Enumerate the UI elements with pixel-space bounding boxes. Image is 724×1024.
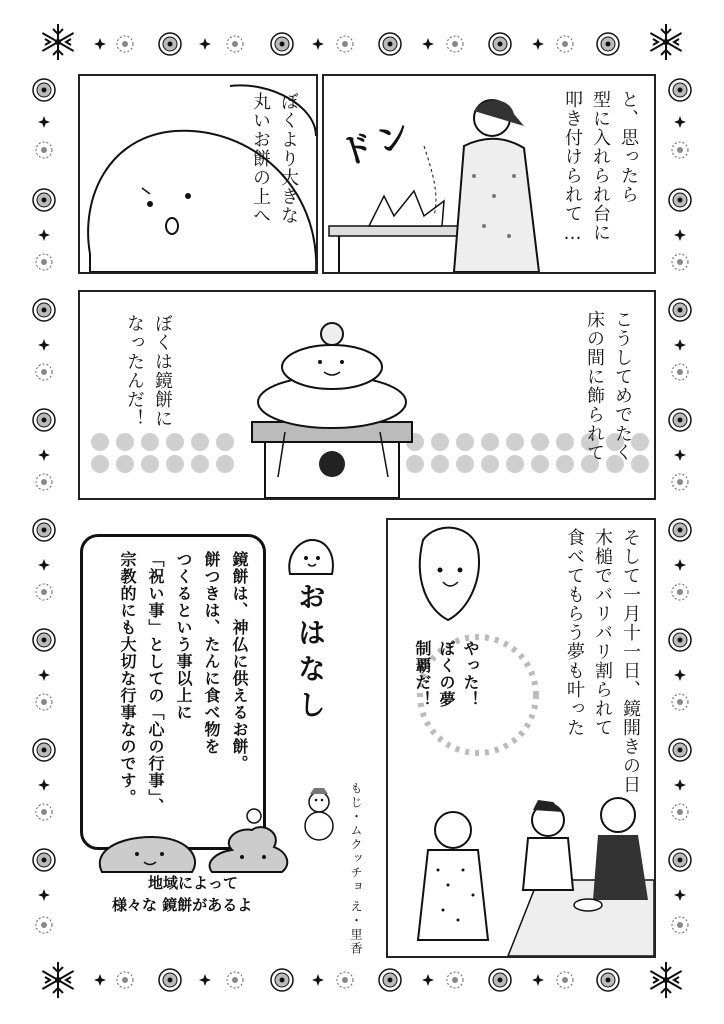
- panel2-narration: と、思ったら 型に入れられ台に 叩き付けられて…: [562, 90, 639, 245]
- panel3-narration-right: こうしてめでたく 床の間に飾られて: [584, 310, 633, 462]
- mochi-mascot-icon: [282, 534, 338, 578]
- panel-pounding: [322, 74, 656, 274]
- panel-mochi-closeup: [78, 74, 318, 274]
- panel-kagami-biraki: [386, 518, 656, 958]
- ohanashi-title: おはなし: [294, 582, 327, 726]
- snowman-icon: [296, 786, 342, 842]
- sfx-don: ドン: [334, 113, 420, 175]
- regional-caption-line1: 地域によって: [148, 874, 239, 892]
- panel1-narration: ぼくより大きな 丸いお餅の上へ: [250, 92, 299, 225]
- panel4-narration: そして一月十一日、鏡開きの日 木槌でバリバリ割られて 食べてもらう夢も叶った: [564, 528, 641, 794]
- regional-mochi-illustration: [92, 802, 292, 882]
- ohanashi-body: 鏡餅は、神仏に供えるお餅。 餅つきは、たんに食べ物を つくるという事以上に 「祝い事」としての「心の行事」、 宗教的にも大切な行事なのです。: [118, 551, 249, 815]
- credit-e: え・里香: [349, 900, 363, 956]
- panel4-shout: やった！ ぼくの夢 制覇だ！: [413, 640, 480, 708]
- panel-kagami-mochi: [78, 290, 656, 500]
- panel3-narration-left: ぼくは鏡餅に なったんだ！: [124, 314, 173, 428]
- ohanashi-title-column: [282, 534, 338, 804]
- regional-caption-line2: 様々な 鏡餅があるよ: [112, 896, 253, 914]
- credit-moji: もじ・ムクッチョ: [349, 782, 363, 894]
- ohanashi-section: [72, 520, 380, 956]
